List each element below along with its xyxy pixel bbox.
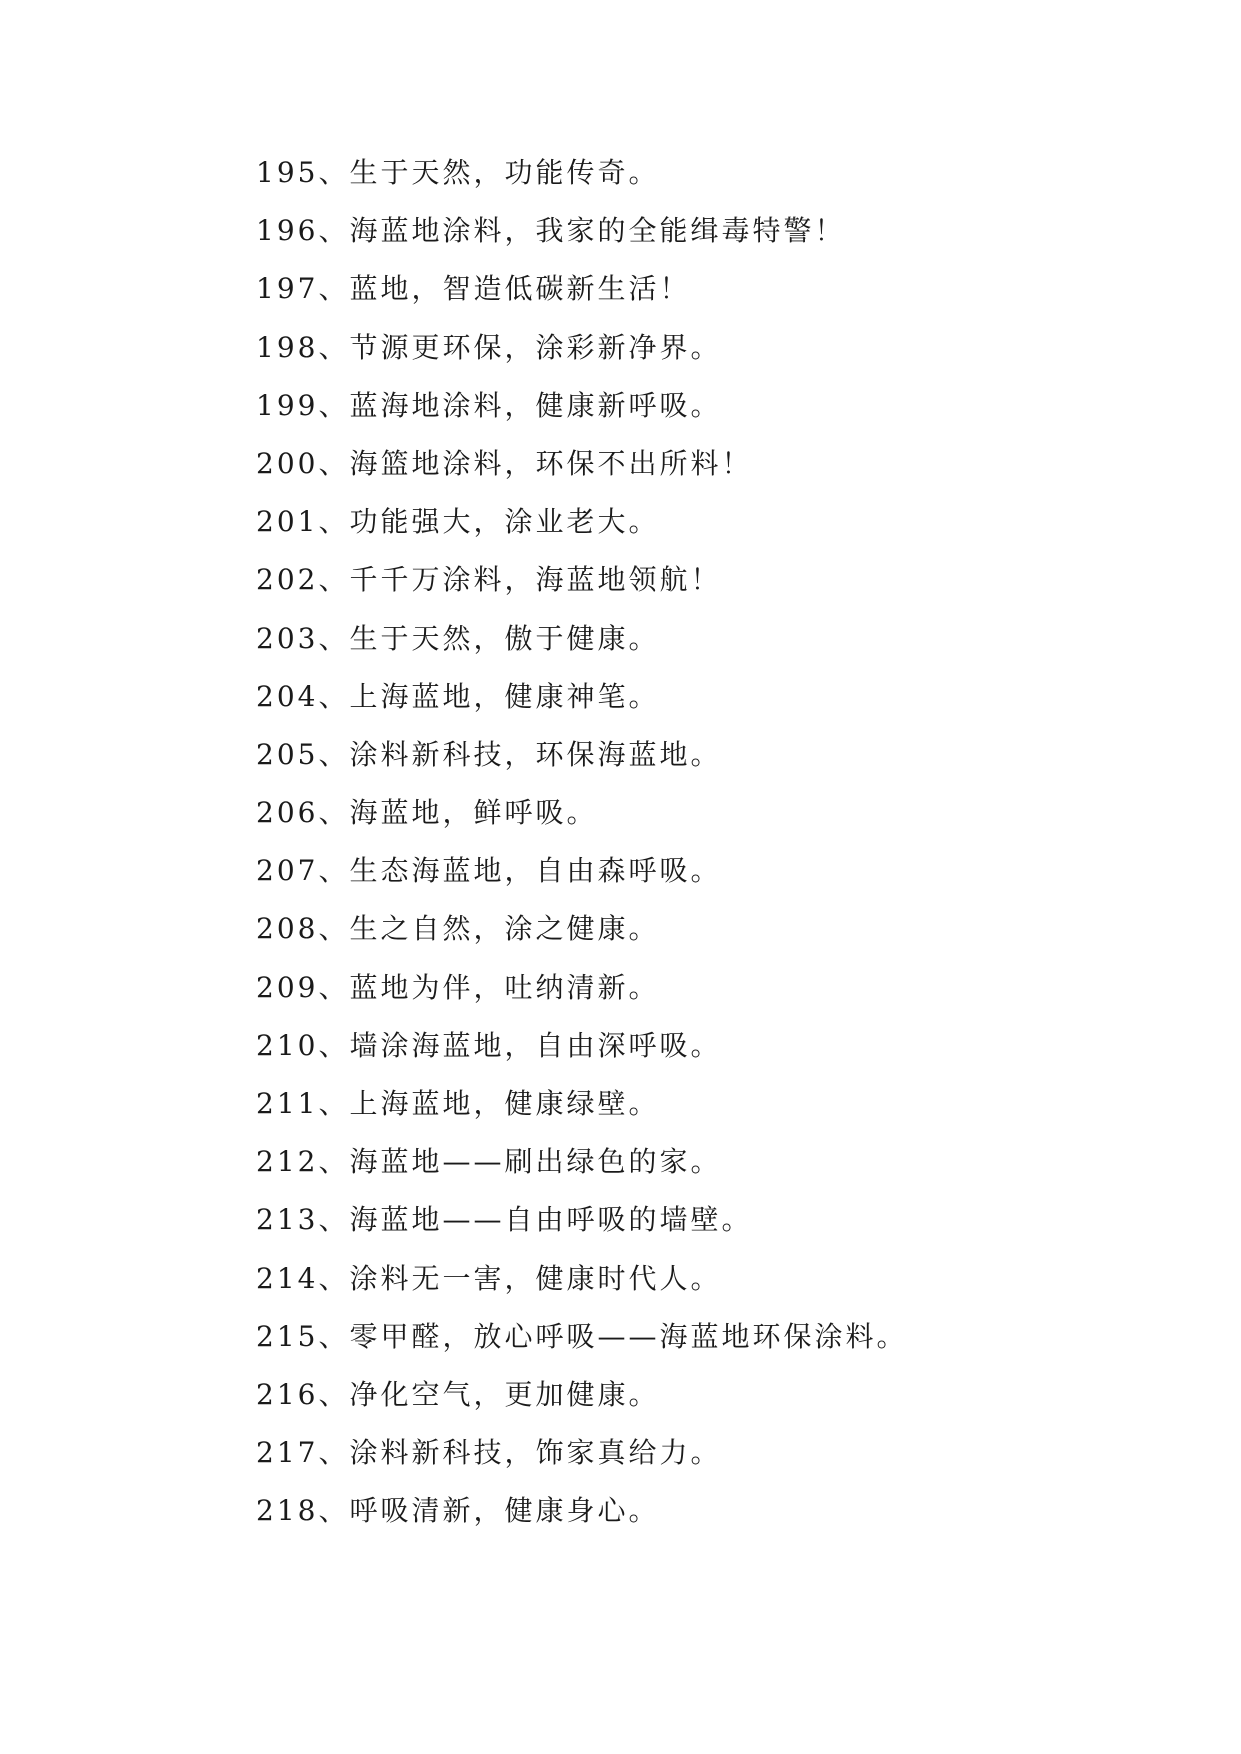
slogan-line: 205、涂料新科技，环保海蓝地。 (256, 737, 722, 771)
slogan-line: 214、涂料无一害，健康时代人。 (256, 1261, 722, 1295)
slogan-line: 196、海蓝地涂料，我家的全能缉毒特警！ (256, 214, 846, 248)
slogan-line: 218、呼吸清新，健康身心。 (256, 1494, 660, 1528)
slogan-line: 209、蓝地为伴，吐纳清新。 (256, 970, 660, 1004)
slogan-line: 212、海蓝地——刷出绿色的家。 (256, 1145, 722, 1179)
slogan-line: 215、零甲醛，放心呼吸——海蓝地环保涂料。 (256, 1319, 908, 1353)
slogan-line: 213、海蓝地——自由呼吸的墙壁。 (256, 1203, 753, 1237)
slogan-line: 211、上海蓝地，健康绿壁。 (256, 1087, 660, 1120)
slogan-line: 199、蓝海地涂料，健康新呼吸。 (256, 388, 722, 422)
slogan-line: 216、净化空气，更加健康。 (256, 1377, 660, 1411)
slogan-line: 217、涂料新科技，饰家真给力。 (256, 1436, 722, 1470)
slogan-line: 201、功能强大，涂业老大。 (256, 505, 660, 539)
slogan-line: 204、上海蓝地，健康神笔。 (256, 679, 660, 713)
slogan-line: 208、生之自然，涂之健康。 (256, 912, 660, 946)
slogan-line: 200、海篮地涂料，环保不出所料！ (256, 446, 753, 480)
slogan-line: 202、千千万涂料，海蓝地领航！ (256, 563, 722, 597)
slogan-line: 197、蓝地，智造低碳新生活！ (256, 272, 691, 306)
slogan-line: 207、生态海蓝地，自由森呼吸。 (256, 854, 722, 888)
slogan-line: 198、节源更环保，涂彩新净界。 (256, 330, 722, 364)
slogan-line: 195、生于天然，功能传奇。 (256, 156, 660, 189)
slogan-list (256, 156, 1156, 1557)
slogan-line: 206、海蓝地，鲜呼吸。 (256, 796, 598, 830)
slogan-line: 210、墙涂海蓝地，自由深呼吸。 (256, 1028, 722, 1062)
slogan-line: 203、生于天然，傲于健康。 (256, 621, 660, 655)
